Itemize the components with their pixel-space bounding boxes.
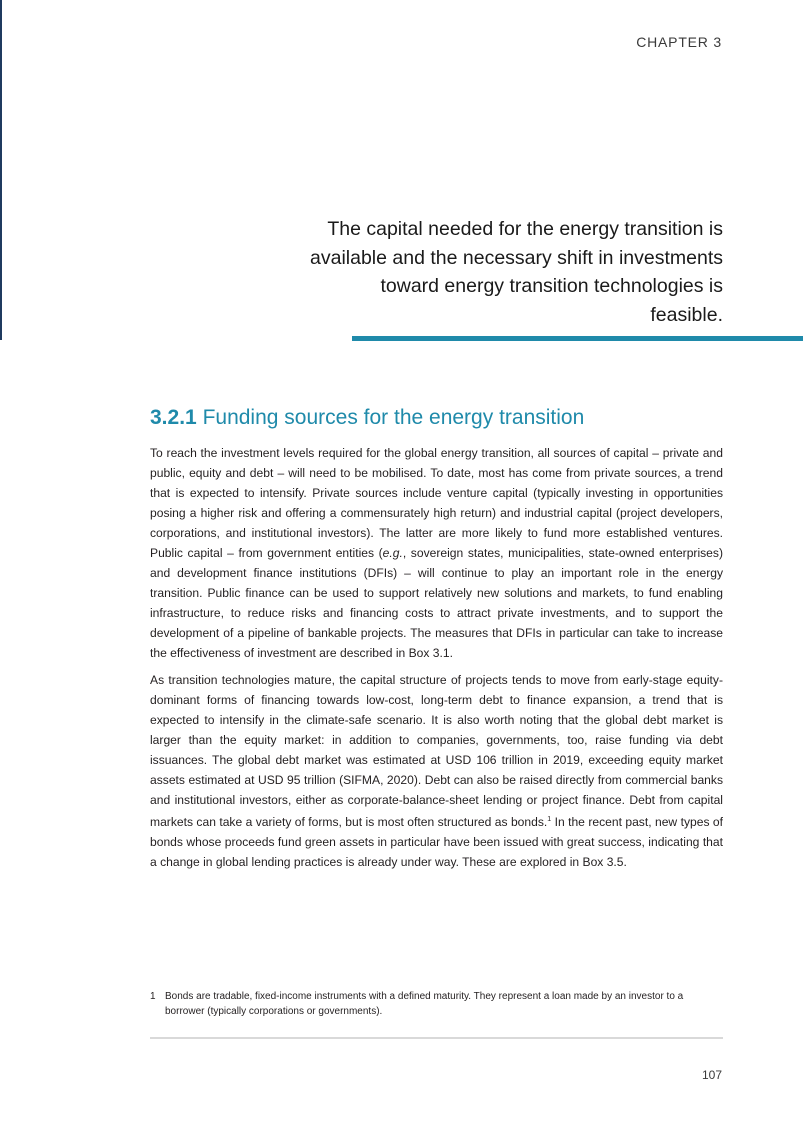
paragraph-1-text-a: To reach the investment levels required for the global energy transition, all sources of capital – private and public, equity and debt – will need to be mobilised. To date, most has come from private sources, a trend that is expected to intensify. Private sources include venture capital (typically investing in opportunities posing a higher risk and offering a commensurately high return) and industrial capital (project developers, corporations, and institutional investors). The latter are more likely to fund more established ventures. Public capital – from government entities ( — [150, 446, 723, 560]
footnote-divider — [150, 1037, 723, 1039]
body-text — [150, 443, 723, 879]
paragraph-2-text-a: As transition technologies mature, the capital structure of projects tends to move from early-stage equity-dominant forms of financing towards low-cost, long-term debt to finance expansion, a trend that is expected to intensify in the climate-safe scenario. It is also worth noting that the global debt market is larger than the equity market: in addition to companies, governments, too, raise funding via debt issuances. The global debt market was estimated at USD 106 trillion in 2019, exceeding equity market assets estimated at USD 95 trillion (SIFMA, 2020). Debt can also be raised directly from commercial banks and institutional investors, either as corporate-balance-sheet lending or project finance. Debt from capital markets can take a variety of forms, but is most often structured as bonds. — [150, 673, 723, 830]
pull-quote-underline — [352, 336, 803, 341]
paragraph-1-eg: e.g. — [382, 546, 403, 560]
left-margin-rule — [0, 0, 2, 340]
paragraph-2 — [150, 670, 723, 872]
paragraph-2-text-b: In the recent past, new types of bonds whose proceeds fund green assets in particular have been issued with great success, indicating that a change in global lending practices is already under way. These are explored in Box 3.5. — [150, 815, 723, 870]
section-number: 3.2.1 — [150, 406, 197, 429]
chapter-label: CHAPTER 3 — [636, 34, 722, 50]
footnote-number: 1 — [150, 991, 156, 1002]
pull-quote: The capital needed for the energy transition is available and the necessary shift in investments toward energy transition technologies is feasible. — [310, 218, 723, 326]
section-title: Funding sources for the energy transition — [202, 406, 585, 429]
page-number: 107 — [701, 1068, 722, 1082]
footnote-marker[interactable]: 1 — [547, 816, 552, 823]
section-heading — [150, 406, 730, 430]
footnote-text: Bonds are tradable, fixed-income instruments with a defined maturity. They represent a loan made by an investor to a borrower (typically corporations or governments). — [165, 991, 684, 1017]
footnote — [150, 989, 723, 1019]
paragraph-1 — [150, 443, 723, 663]
paragraph-1-text-b: , sovereign states, municipalities, state-owned enterprises) and development finance institutions (DFIs) – will continue to play an important role in the energy transition. Public finance can be used to support relatively new solutions and markets, to fund enabling infrastructure, to reduce risks and financing costs to attract private investments, and to support the development of a pipeline of bankable projects. The measures that DFIs in particular can take to increase the effectiveness of investment are described in Box 3.1. — [150, 546, 723, 660]
